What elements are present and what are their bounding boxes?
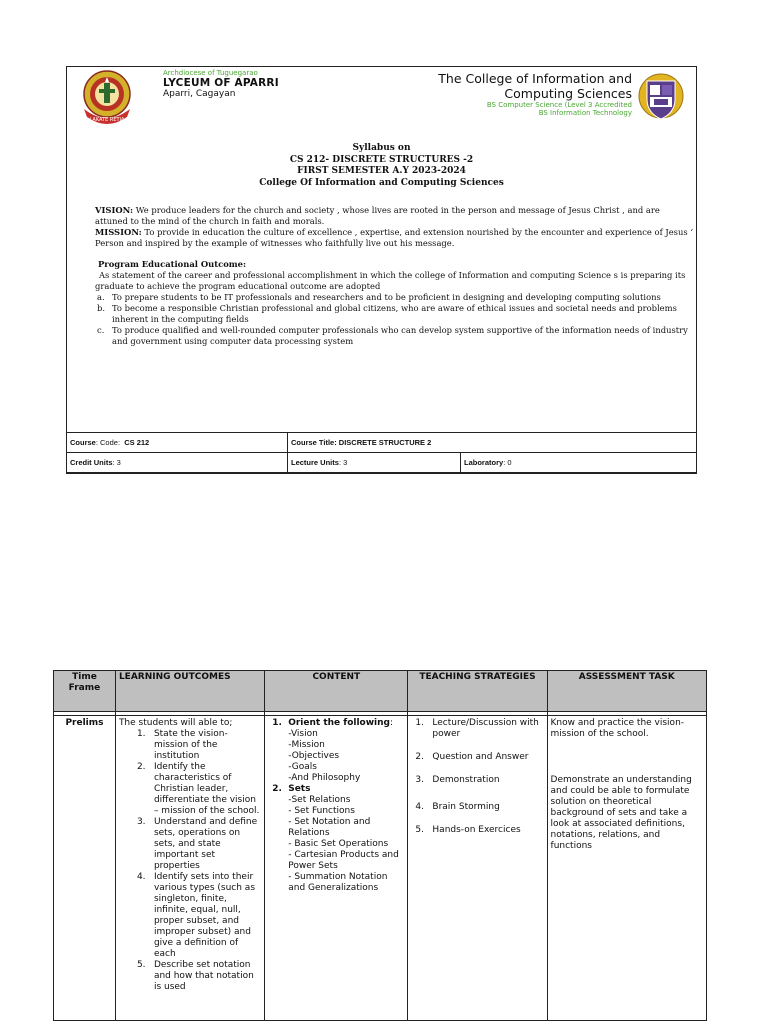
list-item <box>119 872 261 960</box>
course-label: Course <box>70 438 96 447</box>
list-text: Identify sets into their various types (such as singleton, finite, infinite, equal, null, proper subset, and improper subset) and give a definition of each <box>153 872 256 959</box>
topic-heading: Sets <box>288 784 311 794</box>
course-title-value: DISCRETE STRUCTURE 2 <box>338 438 432 447</box>
course-code-label: : Code: <box>95 438 121 447</box>
subtopic: - Set Notation and Relations <box>288 817 371 838</box>
list-number: 3. <box>136 817 146 827</box>
list-item <box>119 762 261 817</box>
header-assessment-task: ASSESSMENT TASK <box>547 671 706 712</box>
peo-item <box>95 292 693 303</box>
prelims-row <box>54 716 707 1021</box>
subtopic: -Goals <box>288 762 317 772</box>
syllabus-title-block <box>67 143 696 189</box>
topic-heading: Orient the following <box>288 718 390 728</box>
list-number: 2. <box>415 752 424 762</box>
subtopic: - Cartesian Products and Power Sets <box>288 850 399 871</box>
header-time-frame: Time Frame <box>54 671 116 712</box>
strategies-list <box>411 718 543 836</box>
list-text: State the vision-mission of the institution <box>153 729 228 761</box>
school-location: Aparri, Cagayan <box>163 89 236 99</box>
list-item <box>411 802 543 813</box>
peo-item-letter: a. <box>97 292 105 302</box>
assessment-item: Demonstrate an understanding and could be able to formulate solution on theoretical background of sets and take a look at associated definitions, notations, relations, and functions <box>550 775 692 851</box>
units-row <box>67 453 697 473</box>
learning-outcomes-list <box>119 729 261 993</box>
subtopic: -Objectives <box>288 751 340 761</box>
header-content: CONTENT <box>265 671 408 712</box>
header-box <box>66 66 697 474</box>
course-table-header-row <box>54 671 707 712</box>
subtopic: -And Philosophy <box>288 773 361 783</box>
list-text: Lecture/Discussion with power <box>432 718 539 739</box>
course-code-value: CS 212 <box>124 438 150 447</box>
list-number: 4. <box>136 872 146 882</box>
course-info-row <box>67 433 697 453</box>
peo-item <box>95 325 693 347</box>
lecture-units-value: : 3 <box>338 458 348 467</box>
vision-mission-section <box>95 205 693 347</box>
peo-item-letter: c. <box>97 325 105 335</box>
course-title-cell <box>288 433 697 453</box>
peo-list <box>95 292 693 347</box>
teaching-strategies-cell <box>408 716 547 1021</box>
topic-suffix: : <box>390 718 394 728</box>
list-number: 1. <box>415 718 424 728</box>
header-teaching-strategies: TEACHING STRATEGIES <box>408 671 547 712</box>
subtopic: -Set Relations <box>288 795 351 805</box>
course-code-cell <box>67 433 288 453</box>
peo-item-letter: b. <box>97 303 106 313</box>
peo-intro: As statement of the career and professional accomplishment in which the college of Information and computing Science s is preparing its graduate to achieve the program educational outcome are adopted <box>95 270 686 291</box>
peo-item-text: To become a responsible Christian professional and global citizens, who are aware of ethical issues and societal needs and problems inherent in the computing fields <box>112 303 677 324</box>
laboratory-cell <box>461 453 697 473</box>
learning-outcomes-cell <box>115 716 264 1021</box>
laboratory-value: : 0 <box>503 458 512 467</box>
mission-label: MISSION: <box>95 227 142 237</box>
peo-item <box>95 303 693 325</box>
content-topic <box>272 784 404 894</box>
list-text: Identify the characteristics of Christian leader, differentiate the vision – mission of the school. <box>153 762 260 816</box>
peo-item-text: To prepare students to be IT professionals and researchers and to be proficient in designing and developing computing solutions <box>112 292 661 302</box>
content-list <box>268 718 404 894</box>
school-name: LYCEUM OF APARRI <box>163 77 279 89</box>
list-number: 5. <box>136 960 146 970</box>
course-info-table <box>66 432 697 473</box>
ccs-shield-logo <box>638 69 684 123</box>
list-item <box>411 775 543 786</box>
list-item <box>411 718 543 740</box>
topic-number: 1. <box>272 718 282 728</box>
assessment-task-cell <box>547 716 706 1021</box>
list-item <box>119 960 261 993</box>
list-number: 1. <box>136 729 146 739</box>
list-item <box>411 825 543 836</box>
list-item <box>119 729 261 762</box>
list-text: Hands-on Exercices <box>432 825 521 835</box>
lo-intro: The students will able to; <box>118 718 233 728</box>
header-learning-outcomes: LEARNING OUTCOMES <box>115 671 264 712</box>
vision-text: We produce leaders for the church and society , whose lives are rooted in the person and message of Jesus Christ , and are attuned to the mind of the church in faith and morals. <box>95 205 660 226</box>
list-text: Demonstration <box>432 775 500 785</box>
credit-units-label: Credit Units <box>70 458 113 467</box>
list-item <box>411 752 543 763</box>
subtopic: - Set Functions <box>288 806 355 816</box>
syllabus-line: Syllabus on <box>352 143 411 153</box>
subtopic: - Summation Notation and Generalizations <box>288 872 388 893</box>
lecture-units-label: Lecture Units <box>291 458 339 467</box>
content-topic <box>272 718 404 784</box>
semester-line: FIRST SEMESTER A.Y 2023-2024 <box>297 166 466 176</box>
subtopic: -Mission <box>288 740 325 750</box>
credit-units-cell <box>67 453 288 473</box>
college-line: College Of Information and Computing Sciences <box>259 177 504 188</box>
accreditation-it: BS Information Technology <box>538 109 632 117</box>
college-name-line2: Computing Sciences <box>504 86 632 101</box>
course-title-line: CS 212- DISCRETE STRUCTURES -2 <box>289 154 474 165</box>
time-frame-cell: Prelims <box>54 716 116 1021</box>
list-text: Describe set notation and how that notation is used <box>153 960 254 992</box>
list-text: Question and Answer <box>432 752 529 762</box>
college-block <box>372 71 632 117</box>
accreditation-cs: BS Computer Science (Level 3 Accredited <box>486 101 632 109</box>
mission-text: To provide in education the culture of excellence , expertise, and extension nourished by the encounter and experience of Jesus ‘ Person and inspired by the example of witnesses who faithfully live out his message. <box>95 227 693 248</box>
list-number: 2. <box>136 762 146 772</box>
list-number: 4. <box>415 802 424 812</box>
vision-label: VISION: <box>95 205 134 215</box>
course-title-label: Course Title: <box>291 438 337 447</box>
laboratory-label: Laboratory <box>464 458 504 467</box>
mission-paragraph <box>95 227 693 249</box>
list-text: Brain Storming <box>432 802 500 812</box>
list-text: Understand and define sets, operations on sets, and state important set properties <box>153 817 258 871</box>
lecture-units-cell <box>288 453 461 473</box>
credit-units-value: : 3 <box>112 458 121 467</box>
list-number: 5. <box>415 825 424 835</box>
content-cell <box>265 716 408 1021</box>
peo-item-text: To produce qualified and well-rounded computer professionals who can develop system supportive of the information needs of industry and government using computer data processing system <box>112 325 688 346</box>
college-name-line1: The College of Information and <box>438 71 632 86</box>
peo-heading: Program Educational Outcome: <box>98 259 247 269</box>
diocese-label: Archdiocese of Tuguegarao <box>163 69 258 77</box>
list-item <box>119 817 261 872</box>
school-block <box>163 69 279 99</box>
seal-motto: LAKATE RETIA <box>89 117 125 123</box>
subtopic: - Basic Set Operations <box>288 839 389 849</box>
list-number: 3. <box>415 775 424 785</box>
topic-number: 2. <box>272 784 282 794</box>
subtopic: -Vision <box>288 729 318 739</box>
vision-paragraph <box>95 205 693 227</box>
assessment-item: Know and practice the vision-mission of the school. <box>550 718 685 739</box>
lyceum-seal-logo <box>80 69 134 125</box>
course-outline-table <box>53 670 707 1021</box>
